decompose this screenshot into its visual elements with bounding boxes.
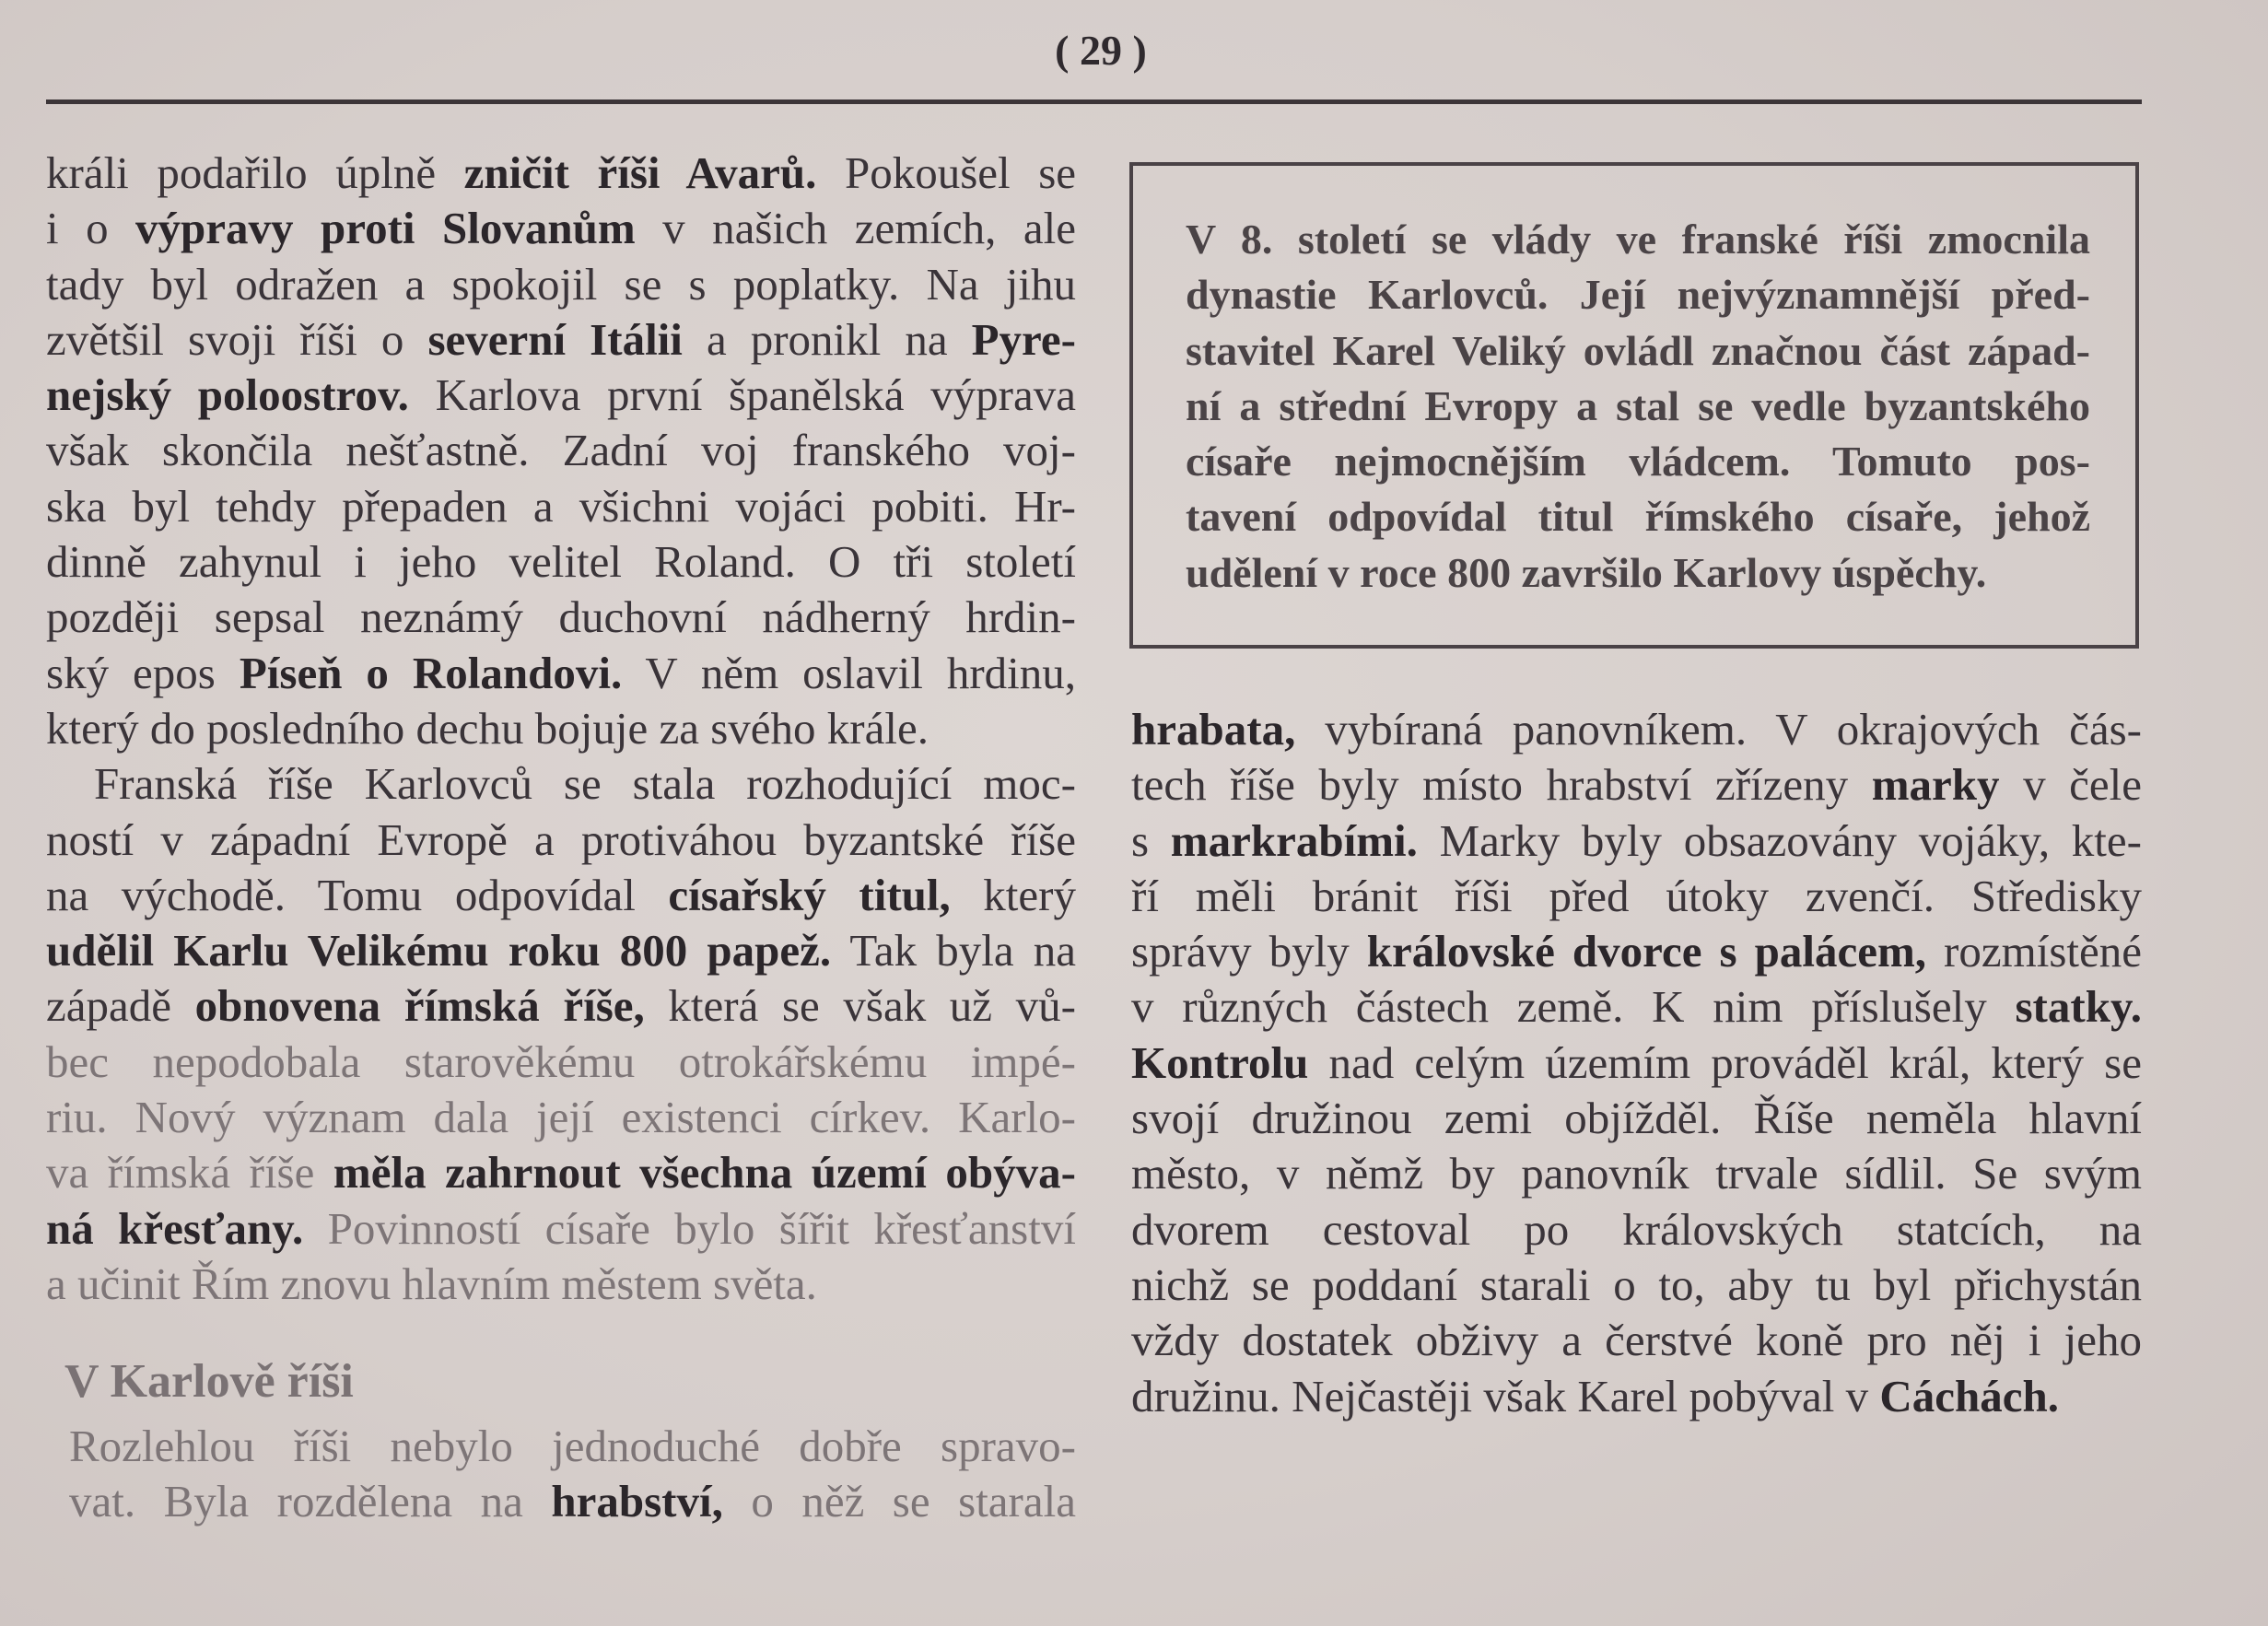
- text-line: později sepsal neznámý duchovní nádherný hrdin-: [46, 591, 1076, 643]
- text-line: nichž se poddaní starali o to, aby tu byl přichystán: [1131, 1258, 2142, 1310]
- summary-line: V 8. století se vlády ve franské říši zmocnila: [1186, 216, 2090, 263]
- text-line: udělil Karlu Velikému roku 800 papež. Tak byla na: [46, 925, 1077, 977]
- text-line: ná křesťany. Povinností císaře bylo šířit křesťanství: [46, 1202, 1076, 1254]
- text-line: vat. Byla rozdělena na hrabství, o něž se starala: [69, 1476, 1076, 1527]
- text-line: i o výpravy proti Slovanům v našich zemích, ale: [46, 203, 1076, 254]
- summary-text: [1186, 212, 2090, 601]
- text-line: va římská říše měla zahrnout všechna území obýva-: [46, 1147, 1076, 1199]
- text-line: Franská říše Karlovců se stala rozhodující moc-: [94, 758, 1076, 810]
- text-line: správy byly královské dvorce s palácem, rozmístěné: [1131, 926, 2142, 977]
- text-line: na východě. Tomu odpovídal císařský titul, který: [46, 869, 1076, 920]
- header-rule: [46, 99, 2142, 104]
- summary-line: dynastie Karlovců. Její nejvýznamnější před-: [1186, 271, 2090, 319]
- text-line: Rozlehlou říši nebylo jednoduché dobře spravo-: [69, 1421, 1076, 1471]
- summary-line: ní a střední Evropy a stal se vedle byzantského: [1186, 381, 2090, 429]
- text-line: ska byl tehdy přepaden a všichni vojáci pobiti. Hr-: [46, 480, 1076, 532]
- text-line: západě obnovena římská říše, která se však už vů-: [46, 980, 1076, 1032]
- summary-line: stavitel Karel Veliký ovládl značnou část západ-: [1186, 326, 2090, 374]
- summary-line: císaře nejmocnějším vládcem. Tomuto pos-: [1186, 438, 2090, 485]
- summary-box: [1129, 162, 2139, 649]
- text-line: ří měli bránit říši před útoky zvenčí. Středisky: [1131, 870, 2142, 921]
- text-line: který do posledního dechu bojuje za svého krále.: [46, 702, 929, 754]
- text-line: město, v němž by panovník trvale sídlil. Se svým: [1131, 1148, 2142, 1199]
- text-line: nejský poloostrov. Karlova první španělská výprava: [46, 369, 1076, 421]
- text-line: ností v západní Evropě a protiváhou byzantské říše: [46, 813, 1076, 865]
- text-line: dinně zahynul i jeho velitel Roland. O tři století: [46, 536, 1076, 588]
- text-line: svojí družinou zemi objížděl. Říše neměla hlavní: [1131, 1093, 2142, 1144]
- text-line: bec nepodobala starověkému otrokářskému impé-: [46, 1035, 1076, 1087]
- text-line: tady byl odražen a spokojil se s poplatky. Na jihu: [46, 258, 1076, 310]
- text-line: vždy dostatek obživy a čerstvé koně pro něj i jeho: [1131, 1315, 2142, 1366]
- section-heading: V Karlově říši: [64, 1355, 354, 1408]
- page-number: ( 29 ): [1055, 27, 1147, 74]
- summary-line: udělení v roce 800 završilo Karlovy úspěchy.: [1186, 548, 1987, 596]
- text-line: Kontrolu nad celým územím prováděl král, který se: [1131, 1036, 2142, 1088]
- text-line: dvorem cestoval po královských statcích, na: [1131, 1203, 2142, 1255]
- text-line: zvětšil svoji říši o severní Itálii a pronikl na Pyre-: [46, 313, 1076, 365]
- text-line: však skončila nešťastně. Zadní voj franského voj-: [46, 425, 1076, 476]
- text-line: tech říše byly místo hrabství zřízeny marky v čele: [1131, 759, 2142, 811]
- text-line: s markrabími. Marky byly obsazovány vojáky, kte-: [1131, 814, 2142, 866]
- left-column: [46, 146, 1076, 1312]
- text-line: riu. Nový význam dala její existenci církev. Karlo-: [46, 1092, 1076, 1143]
- summary-line: tavení odpovídal titul římského císaře, jehož: [1186, 493, 2090, 541]
- text-line: hrabata, vybíraná panovníkem. V okrajových čás-: [1131, 704, 2142, 755]
- text-line: v různých částech země. K nim příslušely statky.: [1131, 981, 2142, 1033]
- text-line: a učinit Řím znovu hlavním městem světa.: [46, 1258, 817, 1309]
- right-column: [1131, 702, 2142, 1424]
- left-column-continued: [69, 1419, 1076, 1530]
- text-line: ský epos Píseň o Rolandovi. V něm oslavil hrdinu,: [46, 647, 1076, 698]
- text-line: družinu. Nejčastěji však Karel pobýval v Cáchách.: [1131, 1370, 2059, 1421]
- text-line: králi podařilo úplně zničit říši Avarů. Pokoušel se: [46, 147, 1077, 198]
